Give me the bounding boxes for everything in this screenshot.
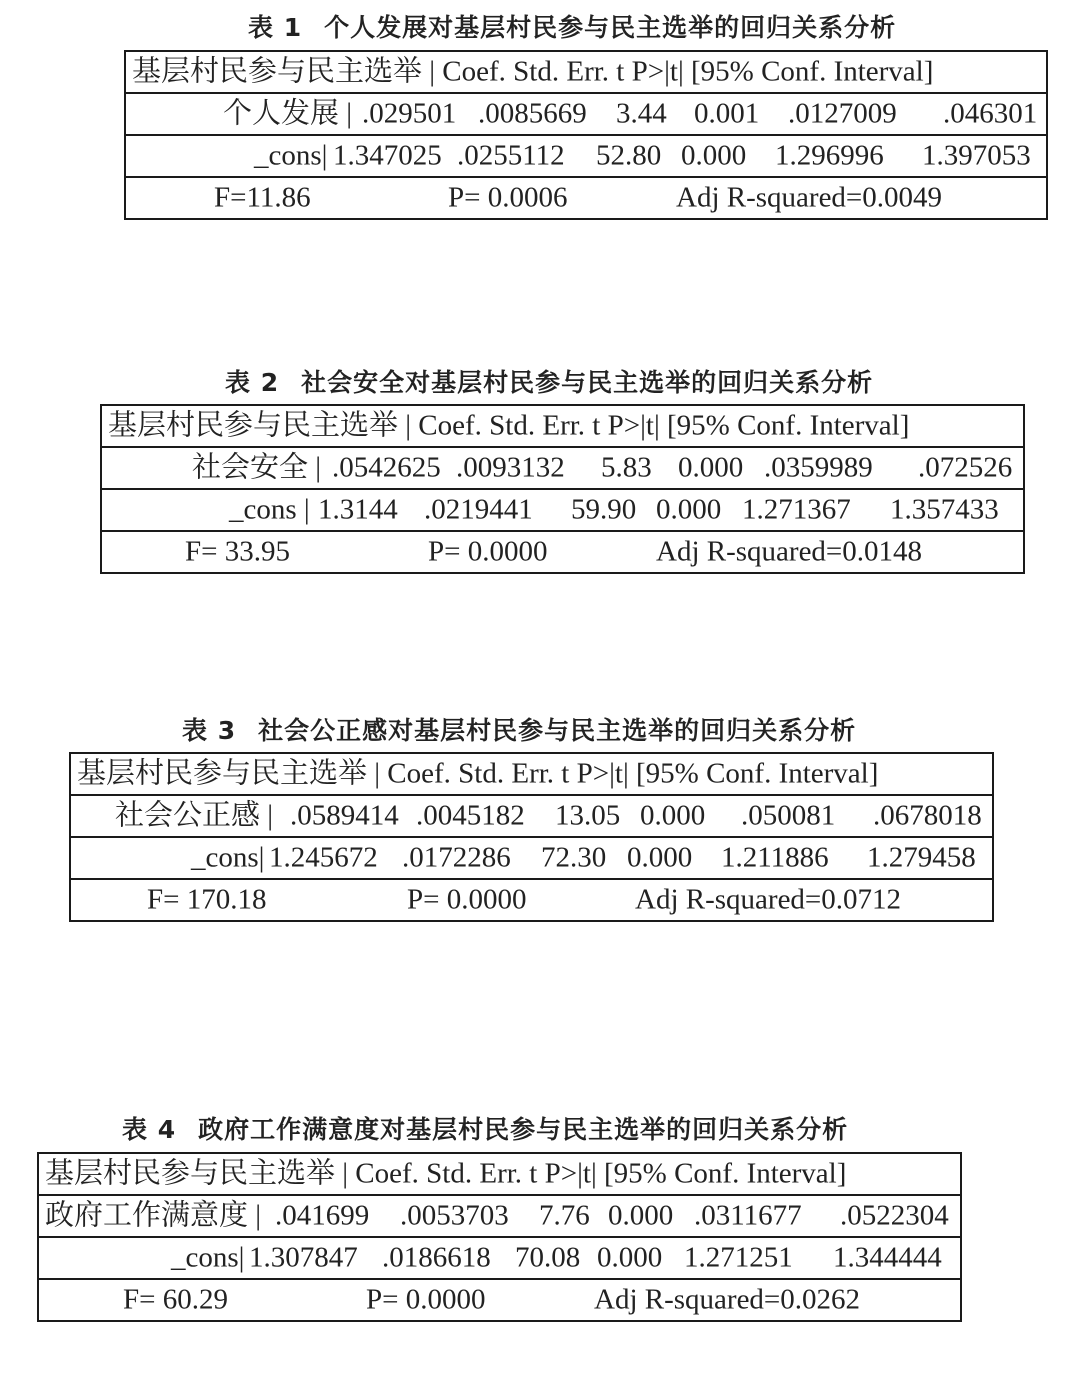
table-caption: 社会安全对基层村民参与民主选举的回归关系分析: [301, 368, 874, 397]
std-err-value: .0053703: [400, 1199, 509, 1232]
variable-label: _cons|: [171, 1241, 245, 1274]
std-err-value: .0219441: [424, 493, 533, 526]
table-caption: 社会公正感对基层村民参与民主选举的回归关系分析: [258, 716, 857, 745]
header-text: 基层村民参与民主选举 | Coef. Std. Err. t P>|t| [95% Conf. Interval]: [45, 1157, 847, 1190]
table-row: [126, 92, 1046, 134]
f-statistic: F= 33.95: [185, 535, 290, 568]
model-p-value: P= 0.0000: [428, 535, 548, 568]
table-number: 表 2: [225, 368, 280, 397]
coef-value: .029501: [362, 97, 457, 130]
model-p-value: P= 0.0000: [407, 883, 527, 916]
coef-value: .0589414: [290, 799, 399, 832]
ci-lower-value: .0311677: [694, 1199, 802, 1232]
adj-r-squared: Adj R-squared=0.0712: [635, 883, 902, 916]
ci-upper-value: .046301: [943, 97, 1038, 130]
table-number: 表 4: [122, 1115, 177, 1144]
variable-label: _cons|: [191, 841, 265, 874]
header-text: 基层村民参与民主选举 | Coef. Std. Err. t P>|t| [95% Conf. Interval]: [108, 409, 910, 442]
std-err-value: .0045182: [416, 799, 525, 832]
t-value: 52.80: [596, 139, 662, 172]
table-caption: 政府工作满意度对基层村民参与民主选举的回归关系分析: [198, 1115, 849, 1144]
p-value: 0.000: [640, 799, 706, 832]
ci-lower-value: .0359989: [764, 451, 873, 484]
coef-value: 1.245672: [269, 841, 378, 874]
p-value: 0.000: [681, 139, 747, 172]
p-value: 0.000: [627, 841, 693, 874]
f-statistic: F=11.86: [214, 181, 311, 214]
coef-value: 1.307847: [249, 1241, 358, 1274]
table-number: 表 1: [248, 13, 303, 42]
variable-label: 政府工作满意度 |: [45, 1199, 262, 1232]
table-number: 表 3: [182, 716, 237, 745]
header-text: 基层村民参与民主选举 | Coef. Std. Err. t P>|t| [95% Conf. Interval]: [77, 757, 879, 790]
table-caption: 个人发展对基层村民参与民主选举的回归关系分析: [324, 13, 897, 42]
t-value: 59.90: [571, 493, 637, 526]
std-err-value: .0172286: [402, 841, 511, 874]
ci-lower-value: 1.271251: [684, 1241, 793, 1274]
table-row: [71, 794, 992, 836]
p-value: 0.001: [694, 97, 760, 130]
p-value: 0.000: [608, 1199, 674, 1232]
std-err-value: .0085669: [478, 97, 587, 130]
header-text: 基层村民参与民主选举 | Coef. Std. Err. t P>|t| [95% Conf. Interval]: [132, 55, 934, 88]
table-row: [126, 134, 1046, 176]
t-value: 3.44: [616, 97, 667, 130]
table-row: [71, 836, 992, 878]
ci-upper-value: 1.344444: [833, 1241, 942, 1274]
coef-value: .041699: [275, 1199, 370, 1232]
table-header-row: [102, 406, 1023, 446]
table-row: [102, 488, 1023, 530]
ci-upper-value: .0678018: [873, 799, 982, 832]
table-row: [39, 1194, 960, 1236]
std-err-value: .0093132: [456, 451, 565, 484]
table-stats-row: [126, 176, 1046, 218]
model-p-value: P= 0.0000: [366, 1283, 486, 1316]
table-4-title: [122, 1110, 848, 1146]
ci-upper-value: 1.397053: [922, 139, 1031, 172]
p-value: 0.000: [656, 493, 722, 526]
t-value: 72.30: [541, 841, 607, 874]
adj-r-squared: Adj R-squared=0.0049: [676, 181, 943, 214]
adj-r-squared: Adj R-squared=0.0262: [594, 1283, 861, 1316]
table-row: [102, 446, 1023, 488]
variable-label: _cons|: [254, 139, 328, 172]
ci-lower-value: .0127009: [788, 97, 897, 130]
t-value: 70.08: [515, 1241, 581, 1274]
regression-table-3: [69, 752, 994, 922]
table-stats-row: [39, 1278, 960, 1320]
p-value: 0.000: [678, 451, 744, 484]
table-1-title: [248, 8, 896, 44]
table-stats-row: [71, 878, 992, 920]
variable-label: 社会公正感 |: [115, 799, 274, 832]
model-p-value: P= 0.0006: [448, 181, 568, 214]
table-header-row: [39, 1154, 960, 1194]
ci-upper-value: .072526: [918, 451, 1013, 484]
ci-lower-value: 1.271367: [742, 493, 851, 526]
f-statistic: F= 170.18: [147, 883, 267, 916]
t-value: 7.76: [539, 1199, 590, 1232]
coef-value: .0542625: [332, 451, 441, 484]
f-statistic: F= 60.29: [123, 1283, 228, 1316]
regression-table-1: [124, 50, 1048, 220]
coef-value: 1.3144: [318, 493, 398, 526]
ci-upper-value: 1.279458: [867, 841, 976, 874]
std-err-value: .0255112: [457, 139, 565, 172]
adj-r-squared: Adj R-squared=0.0148: [656, 535, 923, 568]
table-stats-row: [102, 530, 1023, 572]
variable-label: 个人发展 |: [223, 97, 353, 130]
table-3-title: [182, 711, 856, 747]
std-err-value: .0186618: [382, 1241, 491, 1274]
ci-lower-value: 1.211886: [721, 841, 829, 874]
regression-table-2: [100, 404, 1025, 574]
ci-upper-value: .0522304: [840, 1199, 949, 1232]
variable-label: _cons |: [229, 493, 310, 526]
t-value: 13.05: [555, 799, 621, 832]
ci-lower-value: 1.296996: [775, 139, 884, 172]
regression-table-4: [37, 1152, 962, 1322]
table-header-row: [71, 754, 992, 794]
coef-value: 1.347025: [333, 139, 442, 172]
ci-upper-value: 1.357433: [890, 493, 999, 526]
table-row: [39, 1236, 960, 1278]
ci-lower-value: .050081: [741, 799, 836, 832]
t-value: 5.83: [601, 451, 652, 484]
p-value: 0.000: [597, 1241, 663, 1274]
table-2-title: [225, 363, 873, 399]
variable-label: 社会安全 |: [192, 451, 322, 484]
table-header-row: [126, 52, 1046, 92]
